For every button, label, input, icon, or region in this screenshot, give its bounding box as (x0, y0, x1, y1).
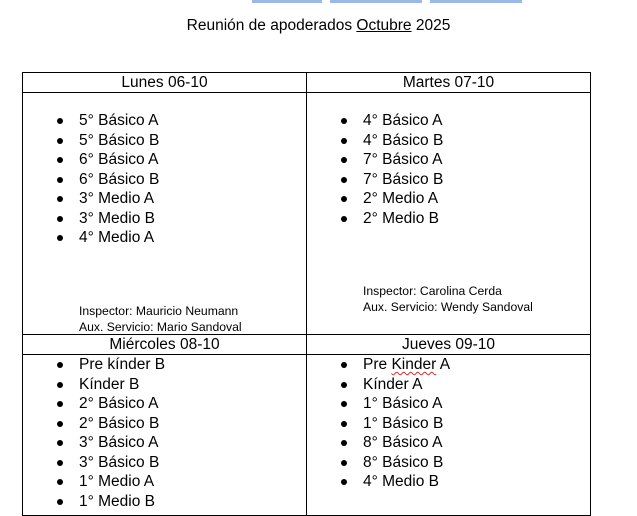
day-header-tuesday: Martes 07-10 (307, 73, 591, 93)
list-item: 4° Básico A (341, 111, 590, 131)
list-item: Kínder B (57, 375, 306, 395)
bullet-icon (341, 177, 347, 183)
day-header-wednesday: Miércoles 08-10 (23, 335, 307, 355)
list-item: 7° Básico A (341, 150, 590, 170)
list-item: 3° Básico B (57, 453, 306, 473)
content-row (23, 355, 591, 516)
top-strip-segment (330, 0, 422, 3)
bullet-icon (57, 440, 63, 446)
header-row (23, 73, 591, 93)
title-month: Octubre (356, 17, 412, 34)
list-item: 5° Básico B (57, 131, 306, 151)
list-item: Pre Kinder A (341, 355, 590, 375)
title-year: 2025 (411, 17, 451, 34)
list-item: Kínder A (341, 375, 590, 395)
list-item: 2° Básico A (57, 394, 306, 414)
list-item: 4° Medio A (57, 228, 306, 248)
day-header-thursday: Jueves 09-10 (307, 335, 591, 355)
bullet-icon (57, 216, 63, 222)
top-page-strip (0, 0, 637, 4)
bullet-icon (341, 421, 347, 427)
aux-service-monday: Aux. Servicio: Mario Sandoval (79, 320, 242, 334)
schedule-table (22, 72, 591, 516)
day-header-monday: Lunes 06-10 (23, 73, 307, 93)
list-item: 2° Básico B (57, 414, 306, 434)
header-row (23, 335, 591, 355)
list-item: 1° Medio A (57, 472, 306, 492)
bullet-icon (341, 138, 347, 144)
day-cell-thursday (307, 355, 591, 516)
course-list-thursday (307, 355, 590, 492)
day-cell-monday (23, 93, 307, 335)
course-list-monday (23, 93, 306, 248)
list-item: 4° Medio B (341, 472, 590, 492)
course-list-tuesday (307, 93, 590, 228)
bullet-icon (57, 362, 63, 368)
bullet-icon (57, 177, 63, 183)
top-strip-segment (252, 0, 322, 3)
bullet-icon (341, 479, 347, 485)
list-item: 1° Básico B (341, 414, 590, 434)
list-item: 6° Básico A (57, 150, 306, 170)
list-item: 7° Básico B (341, 170, 590, 190)
list-item: 8° Básico A (341, 433, 590, 453)
bullet-icon (341, 401, 347, 407)
bullet-icon (57, 118, 63, 124)
day-cell-wednesday (23, 355, 307, 516)
course-list-wednesday (23, 355, 306, 511)
staff-block-tuesday (363, 283, 533, 315)
list-item: 5° Básico A (57, 111, 306, 131)
bullet-icon (57, 460, 63, 466)
bullet-icon (57, 382, 63, 388)
list-item: 6° Básico B (57, 170, 306, 190)
staff-block-monday (79, 303, 242, 335)
list-item: 2° Medio A (341, 189, 590, 209)
list-item: 3° Básico A (57, 433, 306, 453)
bullet-icon (57, 479, 63, 485)
bullet-icon (57, 499, 63, 505)
bullet-icon (341, 118, 347, 124)
bullet-icon (57, 421, 63, 427)
bullet-icon (57, 401, 63, 407)
bullet-icon (341, 460, 347, 466)
bullet-icon (341, 216, 347, 222)
bullet-icon (341, 362, 347, 368)
day-cell-tuesday (307, 93, 591, 335)
bullet-icon (341, 157, 347, 163)
bullet-icon (57, 138, 63, 144)
title-text-start: Reunión de apoderados (186, 17, 357, 34)
aux-service-tuesday: Aux. Servicio: Wendy Sandoval (363, 300, 533, 314)
inspector-monday: Inspector: Mauricio Neumann (79, 304, 239, 318)
list-item: 1° Básico A (341, 394, 590, 414)
bullet-icon (341, 382, 347, 388)
bullet-icon (57, 235, 63, 241)
list-item: 2° Medio B (341, 209, 590, 229)
bullet-icon (57, 157, 63, 163)
inspector-tuesday: Inspector: Carolina Cerda (363, 284, 502, 298)
spellcheck-word: Kinder (391, 356, 437, 373)
bullet-icon (57, 196, 63, 202)
bullet-icon (341, 196, 347, 202)
list-item: 1° Medio B (57, 492, 306, 512)
list-item: 4° Básico B (341, 131, 590, 151)
list-item: 8° Básico B (341, 453, 590, 473)
list-item: 3° Medio A (57, 189, 306, 209)
list-item: Pre kínder B (57, 355, 306, 375)
list-item: 3° Medio B (57, 209, 306, 229)
document-title (0, 16, 637, 36)
bullet-icon (341, 440, 347, 446)
content-row (23, 93, 591, 335)
top-strip-segment (430, 0, 522, 3)
